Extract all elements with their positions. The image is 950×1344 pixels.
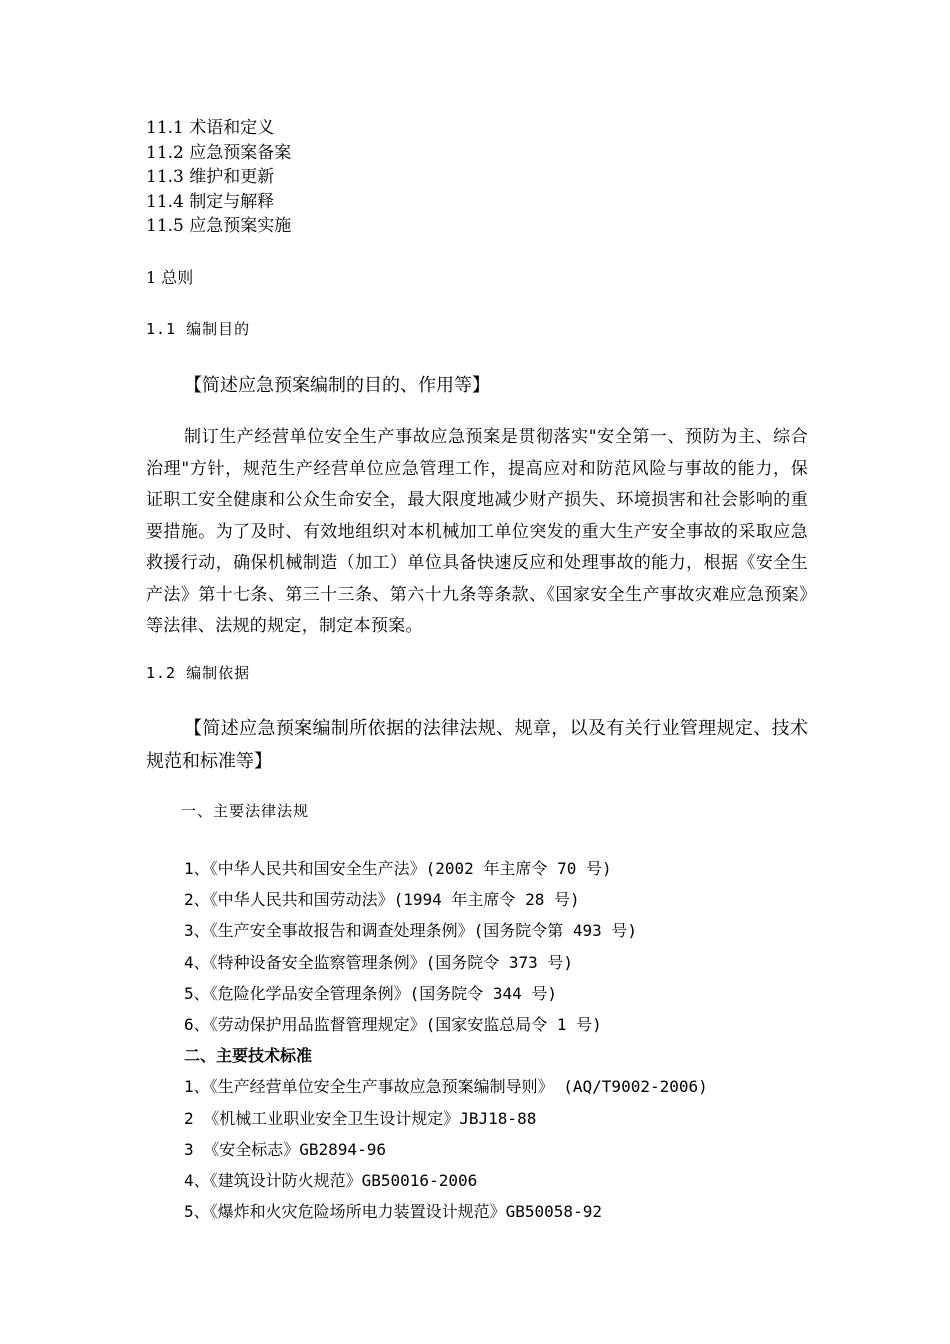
toc-item: 11.5 应急预案实施 — [146, 216, 292, 236]
standard-item: 4、《建筑设计防火规范》GB50016-2006 — [184, 1171, 478, 1191]
law-item: 6、《劳动保护用品监督管理规定》(国家安监总局令 1 号) — [184, 1015, 602, 1035]
laws-heading: 一、主要法律法规 — [181, 802, 310, 820]
law-item: 4、《特种设备安全监察管理条例》(国务院令 373 号) — [184, 952, 574, 972]
standard-item: 1、《生产经营单位安全生产事故应急预案编制导则》 (AQ/T9002-2006) — [184, 1077, 708, 1097]
subsection-heading-basis: 1.2 编制依据 — [146, 664, 251, 682]
standard-item: 3 《安全标志》GB2894-96 — [184, 1139, 386, 1159]
toc-item: 11.2 应急预案备案 — [146, 142, 292, 163]
law-item: 3、《生产安全事故报告和调查处理条例》(国务院令第 493 号) — [184, 921, 638, 941]
toc-item: 11.3 维护和更新 — [146, 167, 275, 187]
purpose-paragraph: 制订生产经营单位安全生产事故应急预案是贯彻落实"安全第一、预防为主、综合治理"方针，规范生产经营单位应急管理工作，提高应对和防范风险与事故的能力，保证职工安全健康和公众生命安全，最大限度地减少财产损失、环境损害和社会影响的重要措施。为了及时、有效地组织对本机械加工单位突发的重大生产安全事故的采取应急救援行动，确保机械制造（加工）单位具备快速反应和处理事故的能力，根据《安全生产法》第十七条、第三十三条、第六十九条等条款、《国家安全生产事故灾难应急预案》等法律、法规的规定，制定本预案。 — [146, 427, 808, 636]
standards-heading: 二、主要技术标准 — [184, 1046, 313, 1066]
section-heading: 1 总则 — [146, 268, 194, 287]
table-of-contents — [146, 116, 291, 239]
standard-item: 2 《机械工业职业安全卫生设计规定》JBJ18-88 — [184, 1108, 537, 1128]
law-item: 1、《中华人民共和国安全生产法》(2002 年主席令 70 号) — [184, 859, 612, 878]
standard-item: 5、《爆炸和火灾危险场所电力装置设计规范》GB50058-92 — [184, 1202, 602, 1222]
toc-item: 11.4 制定与解释 — [146, 191, 275, 212]
purpose-note: 【简述应急预案编制的目的、作用等】 — [184, 375, 490, 396]
references-list — [184, 853, 708, 1227]
law-item: 2、《中华人民共和国劳动法》(1994 年主席令 28 号) — [184, 890, 580, 910]
toc-item: 11.1 术语和定义 — [146, 118, 275, 138]
subsection-heading-purpose: 1.1 编制目的 — [146, 320, 251, 338]
basis-note: 【简述应急预案编制所依据的法律法规、规章，以及有关行业管理规定、技术规范和标准等】 — [146, 718, 808, 772]
law-item: 5、《危险化学品安全管理条例》(国务院令 344 号) — [184, 983, 558, 1003]
